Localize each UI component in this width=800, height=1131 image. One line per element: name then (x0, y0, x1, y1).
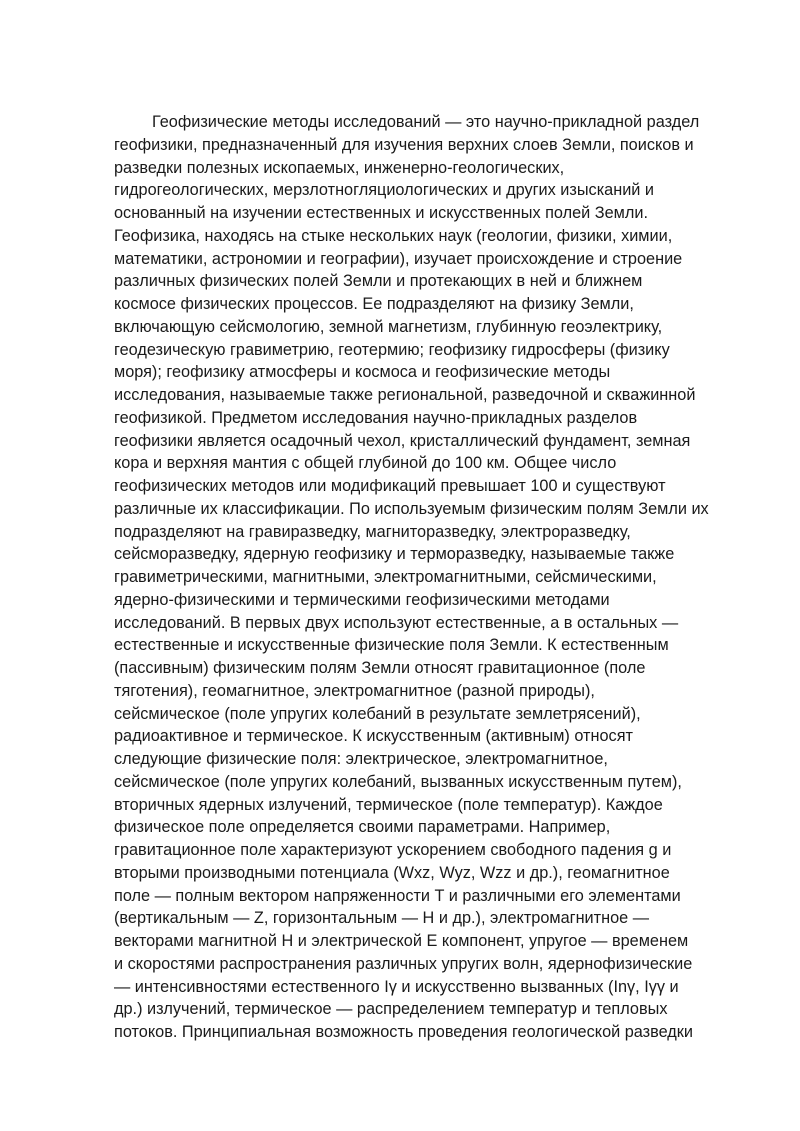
body-paragraph (114, 111, 744, 1044)
paragraph-line: основанный на изучении естественных и искусственных полей Земли. (114, 204, 648, 222)
paragraph-line: гравитационное поле характеризуют ускорением свободного падения g и (114, 841, 672, 859)
paragraph-line: исследований. В первых двух используют естественные, а в остальных — (114, 613, 679, 632)
paragraph-line: геофизикой. Предметом исследования научно-прикладных разделов (114, 408, 638, 427)
paragraph-line: физическое поле определяется своими параметрами. Например, (114, 818, 611, 837)
paragraph-line: различные их классификации. По используемым физическим полям Земли их (114, 499, 709, 518)
paragraph-line: сейсмическое (поле упругих колебаний, вызванных искусственным путем), (114, 772, 682, 791)
paragraph-line: следующие физические поля: электрическое, электромагнитное, (114, 750, 608, 768)
paragraph-line: моря); геофизику атмосферы и космоса и геофизические методы (114, 363, 611, 382)
paragraph-line: геодезическую гравиметрию, геотермию; геофизику гидросферы (физику (114, 340, 670, 359)
paragraph-line: вторичных ядерных излучений, термическое (поле температур). Каждое (114, 795, 663, 814)
paragraph-line: тяготения), геомагнитное, электромагнитное (разной природы), (114, 681, 595, 700)
paragraph-line: подразделяют на гравиразведку, магниторазведку, электроразведку, (114, 522, 631, 541)
paragraph-line: — интенсивностями естественного Iγ и искусственно вызванных (Inγ, Iγγ и (114, 977, 679, 996)
paragraph-line: геофизических методов или модификаций превышает 100 и существуют (114, 477, 666, 495)
paragraph-line: и скоростями распространения различных упругих волн, ядернофизические (114, 954, 693, 973)
paragraph-line: геофизики, предназначенный для изучения верхних слоев Земли, поисков и (114, 135, 694, 154)
paragraph-line: включающую сейсмологию, земной магнетизм, глубинную геоэлектрику, (114, 317, 663, 336)
paragraph-line: сейсморазведку, ядерную геофизику и терморазведку, называемые также (114, 545, 675, 564)
paragraph-line: векторами магнитной H и электрической E компонент, упругое — временем (114, 932, 689, 950)
paragraph-line: (пассивным) физическим полям Земли относят гравитационное (поле (114, 659, 646, 677)
paragraph-line: (вертикальным — Z, горизонтальным — H и др.), электромагнитное — (114, 909, 650, 928)
paragraph-line: Геофизика, находясь на стыке нескольких наук (геологии, физики, химии, (114, 226, 673, 245)
paragraph-line: ядерно-физическими и термическими геофизическими методами (114, 590, 610, 609)
paragraph-line: потоков. Принципиальная возможность проведения геологической разведки (114, 1023, 694, 1041)
paragraph-line: математики, астрономии и географии), изучает происхождение и строение (114, 249, 683, 268)
paragraph-line: разведки полезных ископаемых, инженерно-геологических, (114, 158, 565, 177)
paragraph-line: гравиметрическими, магнитными, электромагнитными, сейсмическими, (114, 568, 657, 586)
paragraph-line: геофизики является осадочный чехол, кристаллический фундамент, земная (114, 431, 691, 450)
paragraph-line: радиоактивное и термическое. К искусственным (активным) относят (114, 727, 633, 746)
paragraph-line: Геофизические методы исследований — это научно-прикладной раздел (152, 113, 700, 131)
paragraph-line: кора и верхняя мантия с общей глубиной до 100 км. Общее число (114, 454, 617, 473)
paragraph-line: различных физических полей Земли и протекающих в ней и ближнем (114, 272, 643, 291)
paragraph-line: исследования, называемые также региональной, разведочной и скважинной (114, 386, 696, 404)
paragraph-line: вторыми производными потенциала (Wxz, Wyz, Wzz и др.), геомагнитное (114, 863, 670, 882)
paragraph-line: естественные и искусственные физические поля Земли. К естественным (114, 636, 669, 655)
paragraph-line: др.) излучений, термическое — распределением температур и тепловых (114, 1000, 668, 1019)
paragraph-line: гидрогеологических, мерзлотногляциологических и других изысканий и (114, 181, 655, 200)
paragraph-line: сейсмическое (поле упругих колебаний в результате землетрясений), (114, 704, 641, 723)
paragraph-line: космосе физических процессов. Ее подразделяют на физику Земли, (114, 295, 634, 313)
paragraph-line: поле — полным вектором напряженности T и различными его элементами (114, 886, 681, 905)
